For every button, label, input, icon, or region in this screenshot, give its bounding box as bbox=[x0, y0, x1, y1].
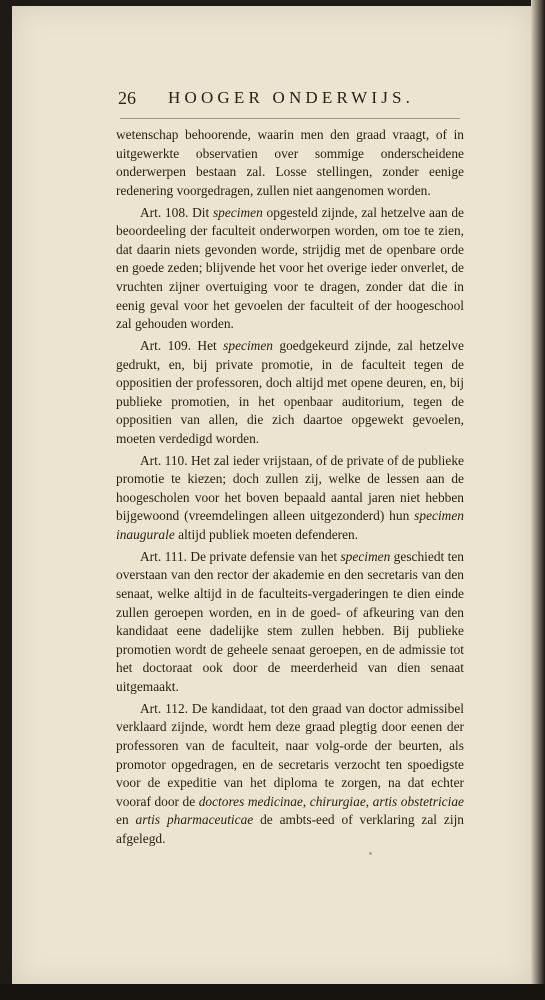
text-run: Art. 111. De private defensie van het bbox=[140, 548, 341, 564]
text-run: altijd publiek moeten defenderen. bbox=[174, 527, 359, 543]
text-run: Art. 112. De kandidaat, tot den graad van doctor admissibel verklaard zijnde, wordt hem deze graad plegtig door eenen der professoren van de faculteit, naar volg-orde der beurten, als promotor opgedragen, en de secretaris verzocht ten spoedigste voor de expeditie van het diploma te zorgen, na dat echter vooraf door de bbox=[116, 700, 464, 809]
text-run: de ambts-eed of verklaring zal zijn afgelegd. bbox=[116, 812, 464, 846]
paragraph-p112 bbox=[116, 700, 464, 849]
text-run: Art. 108. Dit bbox=[140, 204, 213, 220]
text-run: Art. 110. Het zal ieder vrijstaan, of de private of de publieke promotie te kiezen; doch zullen zij, welke de lessen aan de hoogescholen voor het boven bepaald aantal jaren niet hebben bijgewoond (vreemdelingen alleen uitgezonderd) hun bbox=[116, 452, 464, 524]
italic-term: chirurgiae bbox=[309, 793, 366, 809]
page-number: 26 bbox=[118, 88, 136, 108]
scan-bottom-border bbox=[0, 984, 545, 1000]
text-run: , bbox=[302, 793, 310, 809]
ink-speck bbox=[369, 852, 372, 855]
italic-term: specimen bbox=[212, 204, 263, 220]
body-text bbox=[116, 126, 464, 852]
running-head: HOOGER ONDERWIJS. bbox=[168, 88, 415, 107]
paragraph-p111 bbox=[116, 548, 464, 697]
text-run: , bbox=[365, 793, 373, 809]
paragraph-p0 bbox=[116, 126, 464, 200]
italic-term: artis pharmaceuticae bbox=[135, 812, 254, 828]
italic-term: specimen inaugurale bbox=[116, 508, 464, 543]
text-run: opgesteld zijnde, zal hetzelve aan de beoordeeling der faculteit onderworpen worden, om toe te zien, dat daarin niets gevonden worde, strijdig met de openbare orde en goede zeden; blijvende het voor het overige ieder onverlet, de vruchten zijner overtuiging voor te dragen, zonder dat die in eenig geval voor het gevoelen der faculteit of der hoogeschool zal gehouden worden. bbox=[116, 204, 464, 332]
text-run: goedgekeurd zijnde, zal hetzelve gedrukt, en, bij private promotie, in de faculteit tegen de oppositien der professoren, doch altijd met opene deuren, en, bij publieke promotien, in het openbaar auditorium, tegen de oppositien van allen, die zich daartoe opgewekt gevoelen, moeten verdedigd worden. bbox=[116, 337, 464, 446]
text-run: wetenschap behoorende, waarin men den graad vraagt, of in uitgewerkte observatien over sommige onderscheidene onderwerpen bestaan zal. Losse stellingen, zonder eenige redenering voorgedragen, zullen niet aangenomen worden. bbox=[116, 127, 464, 198]
text-run: en bbox=[116, 812, 136, 828]
italic-term: specimen bbox=[223, 337, 273, 353]
italic-term: artis obstetriciae bbox=[372, 793, 464, 809]
paragraph-p109 bbox=[116, 337, 464, 449]
paragraph-p108 bbox=[116, 204, 464, 334]
italic-term: doctores medicinae bbox=[198, 793, 303, 809]
header-rule bbox=[120, 118, 460, 119]
text-run: geschiedt ten overstaan van den rector der akademie en den secretaris van den senaat, welke altijd in de faculteits-vergaderingen te dien einde zullen geroepen worden, en in de goed- of afkeuring van den kandidaat eene dadelijke stem zullen hebben. Bij publieke promotien wordt de geheele senaat geroepen, en de admissie tot het doctoraat ook door de meerderheid van dien senaat uitgemaakt. bbox=[116, 548, 465, 694]
paragraph-p110 bbox=[116, 452, 464, 545]
page-edge-shadow bbox=[531, 0, 545, 1000]
text-run: Art. 109. Het bbox=[140, 337, 224, 353]
italic-term: specimen bbox=[340, 548, 391, 564]
